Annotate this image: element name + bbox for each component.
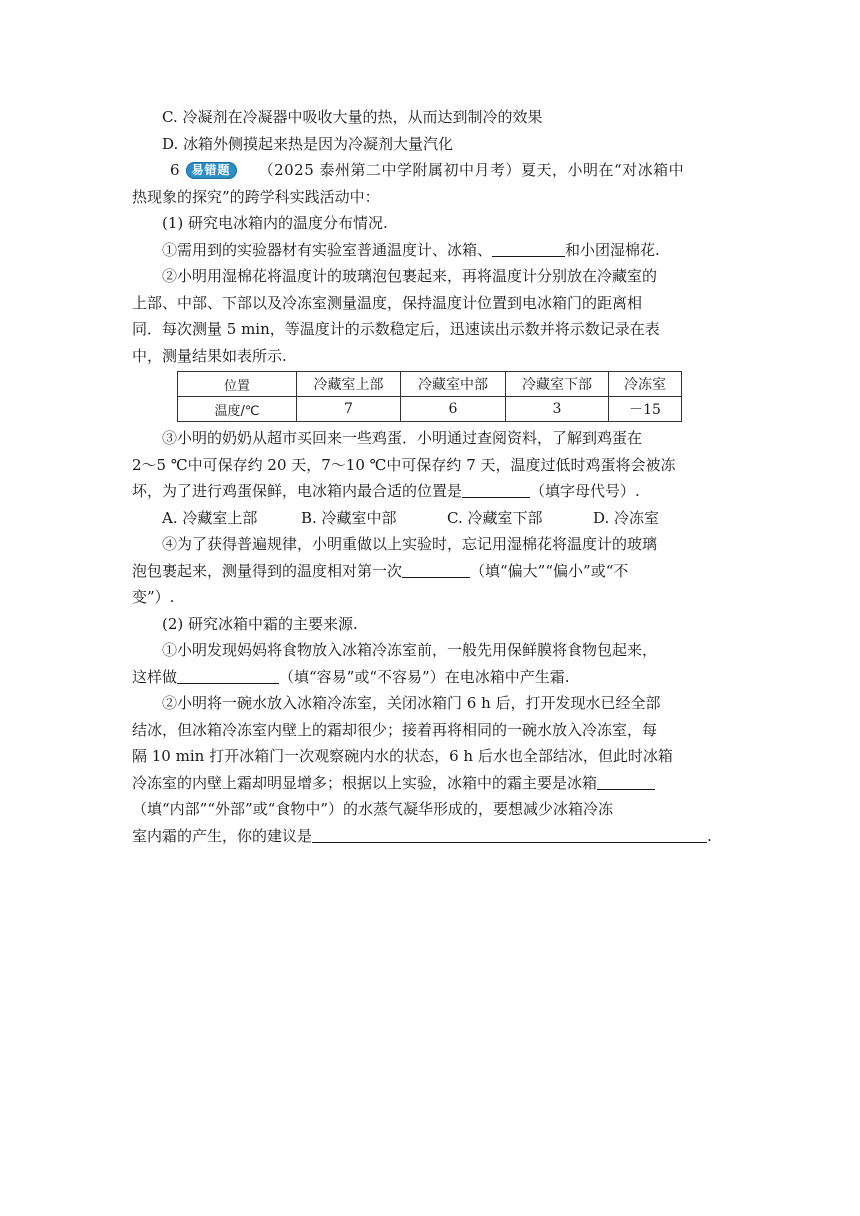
table-cell: 位置 — [178, 372, 297, 397]
part2-item2-tail: . — [707, 826, 712, 845]
part1-item1 — [132, 237, 737, 264]
part1-options — [132, 505, 737, 532]
part2-item2-line2: 结冰，但冰箱冷冻室内壁上的霜却很少；接着再将相同的一碗水放入冷冻室，每 — [132, 720, 658, 739]
table-cell: 冷藏室中部 — [401, 372, 506, 397]
table-cell: 冷冻室 — [609, 372, 682, 397]
option-c: C. 冷凝剂在冷凝器中吸收大量的热，从而达到制冷的效果 — [162, 108, 543, 126]
table-cell: 冷藏室上部 — [297, 372, 401, 397]
temperature-table — [177, 371, 682, 422]
table-row — [178, 397, 682, 422]
error-prone-badge: 易错题 — [186, 162, 237, 179]
table-cell: 温度/℃ — [178, 397, 297, 422]
table-cell: 3 — [506, 397, 609, 422]
part1-item1-text: ①需用到的实验器材有实验室普通温度计、冰箱、 — [162, 240, 493, 259]
part1-item3-line1: ③小明的奶奶从超市买回来一些鸡蛋．小明通过查阅资料，了解到鸡蛋在 — [162, 429, 643, 447]
option-a-position[interactable]: A. 冷藏室上部 — [162, 508, 258, 527]
part1-item4-line2 — [132, 558, 737, 585]
table-cell: －15 — [609, 397, 682, 422]
table-cell: 6 — [401, 397, 506, 422]
part2-item2-text-last: 室内霜的产生，你的建议是 — [132, 826, 313, 845]
part1-item3-tail: （填字母代号）. — [530, 482, 640, 500]
table-cell: 冷藏室下部 — [506, 372, 609, 397]
part2-item2-line3: 隔 10 min 打开冰箱门一次观察碗内水的状态，6 h 后水也全部结冰，但此时冰箱 — [132, 747, 673, 765]
part2-item2-line4 — [132, 770, 737, 797]
part1-item2-line2: 上部、中部、下部以及冷冻室测量温度，保持温度计位置到电冰箱门的距离相 — [132, 293, 643, 312]
option-c-position[interactable]: C. 冷藏室下部 — [447, 508, 543, 527]
part1-item2-line1: ②小明用湿棉花将温度计的玻璃泡包裹起来，再将温度计分别放在冷藏室的 — [162, 267, 658, 285]
part1-item4-text: 泡包裹起来，测量得到的温度相对第一次 — [132, 561, 403, 580]
part1-item4-line3: 变”）. — [132, 588, 175, 606]
answer-blank-suggestion[interactable] — [312, 826, 707, 843]
part2-item1-line2 — [132, 664, 737, 691]
part1-item3-text: 坏，为了进行鸡蛋保鲜，电冰箱内最合适的位置是 — [132, 482, 463, 500]
part2-item2-line1: ②小明将一碗水放入冰箱冷冻室，关闭冰箱门 6 h 后，打开发现水已经全部 — [162, 694, 661, 712]
option-d-position[interactable]: D. 冷冻室 — [593, 508, 660, 527]
question-6-header — [132, 157, 737, 184]
question-number: 6 — [170, 161, 180, 179]
question-source: （2025 泰州第二中学附属初中月考）夏天，小明在“对冰箱中 — [258, 161, 685, 179]
option-d: D. 冰箱外侧摸起来热是因为冷凝剂大量汽化 — [162, 134, 454, 153]
table-cell: 7 — [297, 397, 401, 422]
part1-title: (1) 研究电冰箱内的温度分布情况. — [162, 214, 388, 232]
part2-item2-line5: （填“内部”“外部”或“食物中”）的水蒸气凝华形成的，要想减少冰箱冷冻 — [132, 800, 614, 818]
part1-item3-line2: 2～5 ℃中可保存约 20 天，7～10 ℃中可保存约 7 天，温度过低时鸡蛋将会被冻 — [132, 455, 676, 474]
answer-blank-frost[interactable] — [177, 667, 279, 684]
part1-item2-line4: 中，测量结果如表所示. — [132, 346, 287, 365]
part1-item1-tail: 和小团湿棉花. — [565, 240, 660, 259]
part2-title: (2) 研究冰箱中霜的主要来源. — [162, 614, 358, 633]
part1-item2-line3: 同．每次测量 5 min，等温度计的示数稳定后，迅速读出示数并将示数记录在表 — [132, 320, 660, 338]
part1-item4-line1: ④为了获得普遍规律，小明重做以上实验时，忘记用湿棉花将温度计的玻璃 — [162, 535, 658, 553]
part2-item1-line1: ①小明发现妈妈将食物放入冰箱冷冻室前，一般先用保鲜膜将食物包起来， — [162, 641, 658, 659]
part2-item2-line6 — [132, 823, 737, 850]
answer-blank-equipment[interactable] — [492, 240, 565, 257]
table-header-row — [178, 372, 682, 397]
answer-blank-position[interactable] — [462, 481, 530, 498]
part2-item1-tail: （填“容易”或“不容易”）在电冰箱中产生霜. — [279, 667, 570, 686]
part2-item1-text: 这样做 — [132, 667, 178, 686]
part1-item4-tail: （填“偏大”“偏小”或“不 — [470, 561, 629, 580]
answer-blank-source[interactable] — [597, 773, 655, 790]
answer-blank-reading[interactable] — [402, 561, 470, 578]
part2-item2-text: 冷冻室的内壁上霜却明显增多；根据以上实验，冰箱中的霜主要是冰箱 — [132, 773, 598, 792]
option-b-position[interactable]: B. 冷藏室中部 — [301, 508, 397, 527]
question-intro: 热现象的探究”的跨学科实践活动中： — [132, 187, 380, 206]
worksheet-page — [132, 104, 737, 849]
part1-item3-line3 — [132, 478, 737, 505]
